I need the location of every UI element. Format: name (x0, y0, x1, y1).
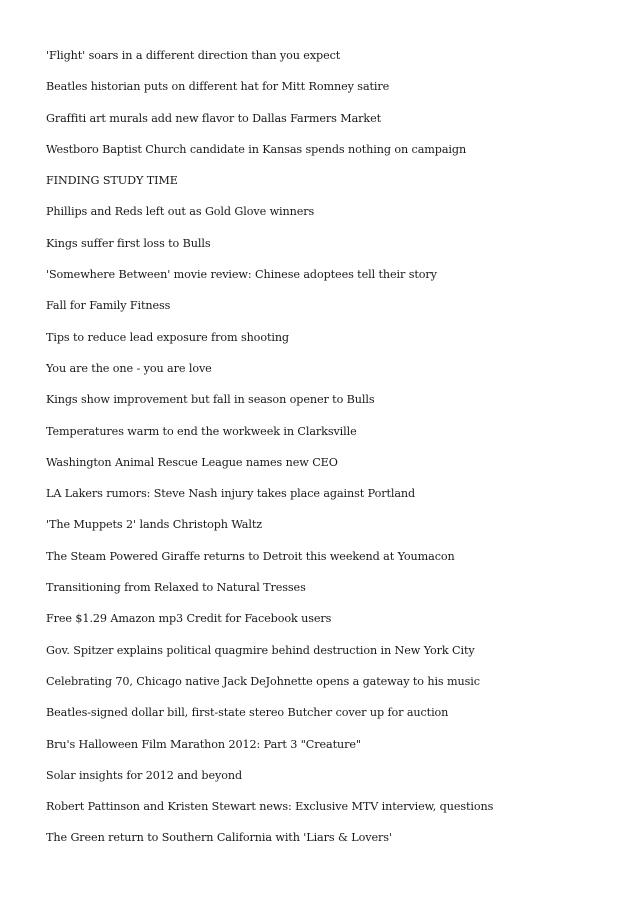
headline-item: LA Lakers rumors: Steve Nash injury takes place against Portland (46, 487, 416, 501)
headline-item: Bru's Halloween Film Marathon 2012: Part 3 "Creature" (46, 737, 361, 751)
headline-list (46, 48, 616, 862)
headline-item: Kings suffer first loss to Bulls (46, 236, 211, 250)
headline-item: The Steam Powered Giraffe returns to Detroit this weekend at Youmacon (46, 549, 455, 563)
headline-item: Temperatures warm to end the workweek in Clarksville (46, 424, 357, 438)
headline-item: FINDING STUDY TIME (46, 174, 178, 188)
headline-item: 'The Muppets 2' lands Christoph Waltz (46, 518, 263, 532)
headline-item: Kings show improvement but fall in season opener to Bulls (46, 393, 375, 407)
headline-item: Beatles historian puts on different hat for Mitt Romney satire (46, 80, 390, 94)
headline-item: Graffiti art murals add new flavor to Dallas Farmers Market (46, 111, 381, 125)
headline-item: Tips to reduce lead exposure from shooting (46, 330, 289, 344)
headline-item: Robert Pattinson and Kristen Stewart news: Exclusive MTV interview, questions (46, 800, 494, 814)
headline-item: Gov. Spitzer explains political quagmire behind destruction in New York City (46, 643, 475, 657)
headline-item: Solar insights for 2012 and beyond (46, 768, 243, 782)
headline-item: Celebrating 70, Chicago native Jack DeJohnette opens a gateway to his music (46, 674, 480, 688)
headline-item: Transitioning from Relaxed to Natural Tresses (46, 581, 306, 595)
headline-item: 'Somewhere Between' movie review: Chinese adoptees tell their story (46, 268, 437, 282)
headline-item: Beatles-signed dollar bill, first-state stereo Butcher cover up for auction (46, 706, 449, 720)
headline-item: Washington Animal Rescue League names new CEO (46, 455, 338, 469)
headline-item: You are the one - you are love (46, 361, 212, 375)
headline-item: Phillips and Reds left out as Gold Glove winners (46, 205, 315, 219)
headline-item: Westboro Baptist Church candidate in Kansas spends nothing on campaign (46, 142, 467, 156)
headline-item: Free $1.29 Amazon mp3 Credit for Facebook users (46, 612, 332, 626)
headline-item: Fall for Family Fitness (46, 299, 171, 313)
headline-item: The Green return to Southern California with 'Liars & Lovers' (46, 831, 392, 845)
headline-item: 'Flight' soars in a different direction than you expect (46, 49, 341, 62)
